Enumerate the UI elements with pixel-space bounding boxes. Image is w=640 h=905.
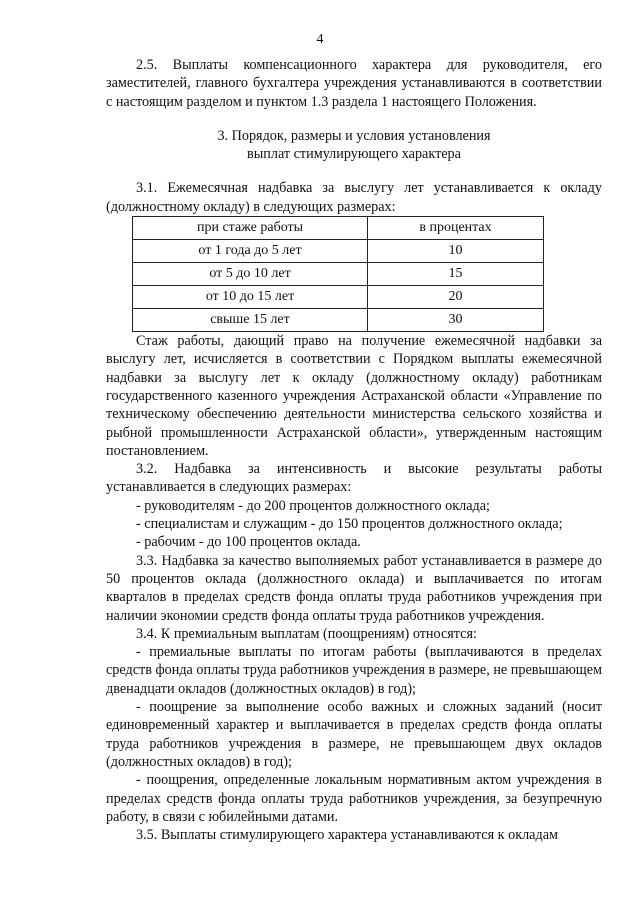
list-item: - премиальные выплаты по итогам работы (выплачиваются в пределах средств фонда оплаты труда работников учреждения в размере, не превышающем двенадцати окладов (должностных окладов) в год); xyxy=(106,644,602,697)
paragraph-3-4: 3.4. К премиальным выплатам (поощрениям) относятся: xyxy=(136,625,477,642)
paragraph-3-5: 3.5. Выплаты стимулирующего характера устанавливаются к окладам xyxy=(136,827,558,844)
list-item: - поощрение за выполнение особо важных и сложных заданий (носит единовременный характер и выплачивается в пределах средств фонда оплаты труда работников учреждения в размере, не превышающем двух окладов (должностных окладов) в год); xyxy=(106,699,602,770)
seniority-table xyxy=(132,216,544,332)
section-title-line2: выплат стимулирующего характера xyxy=(247,146,461,163)
experience-cell: от 1 года до 5 лет xyxy=(133,240,368,263)
list-item: - поощрения, определенные локальным нормативным актом учреждения в пределах средств фонда оплаты труда работников учреждения, за безупречную работу, в связи с юбилейными датами. xyxy=(106,772,602,825)
table-row xyxy=(133,240,544,263)
experience-cell: свыше 15 лет xyxy=(133,309,368,332)
paragraph-2-5: 2.5. Выплаты компенсационного характера для руководителя, его заместителей, главного бухгалтера учреждения устанавливаются в соответствии с настоящим разделом и пунктом 1.3 раздела 1 настоящего Положения. xyxy=(106,57,602,110)
table-row xyxy=(133,286,544,309)
section-title-line1: 3. Порядок, размеры и условия установления xyxy=(217,127,491,144)
percent-cell: 20 xyxy=(368,286,544,309)
paragraph-stazh: Стаж работы, дающий право на получение ежемесячной надбавки за выслугу лет, исчисляется в соответствии с Порядком выплаты ежемесячной надбавки за выслугу лет к окладу (должностному окладу) работникам государственного казенного учреждения Астраханской области «Управление по техническому обеспечению деятельности министерства сельского хозяйства и рыбной промышленности Астраханской области», утвержденным настоящим постановлением. xyxy=(106,333,602,459)
section-3-heading xyxy=(106,127,602,164)
experience-cell: от 10 до 15 лет xyxy=(133,286,368,309)
percent-cell: 30 xyxy=(368,309,544,332)
percent-cell: 15 xyxy=(368,263,544,286)
page-number: 4 xyxy=(316,32,324,47)
document-body xyxy=(106,56,602,844)
list-item: - руководителям - до 200 процентов должностного оклада; xyxy=(136,497,490,514)
header-cell-experience: при стаже работы xyxy=(133,217,368,240)
table-row xyxy=(133,263,544,286)
paragraph-3-2: 3.2. Надбавка за интенсивность и высокие результаты работы устанавливается в следующих размерах: xyxy=(106,461,602,496)
list-item: - специалистам и служащим - до 150 процентов должностного оклада; xyxy=(136,516,563,533)
table-row xyxy=(133,309,544,332)
paragraph-3-3: 3.3. Надбавка за качество выполняемых работ устанавливается в размере до 50 процентов оклада (должностного оклада) и выплачивается по итогам кварталов в пределах средств фонда оплаты труда работников учреждения при наличии экономии средств фонда оплаты труда работников учреждения. xyxy=(106,552,602,624)
list-item: - рабочим - до 100 процентов оклада. xyxy=(136,534,361,551)
paragraph-3-1: 3.1. Ежемесячная надбавка за выслугу лет устанавливается к окладу (должностному окладу) в следующих размерах: xyxy=(106,180,602,215)
header-cell-percent: в процентах xyxy=(368,217,544,240)
percent-cell: 10 xyxy=(368,240,544,263)
table-header-row xyxy=(133,217,544,240)
experience-cell: от 5 до 10 лет xyxy=(133,263,368,286)
